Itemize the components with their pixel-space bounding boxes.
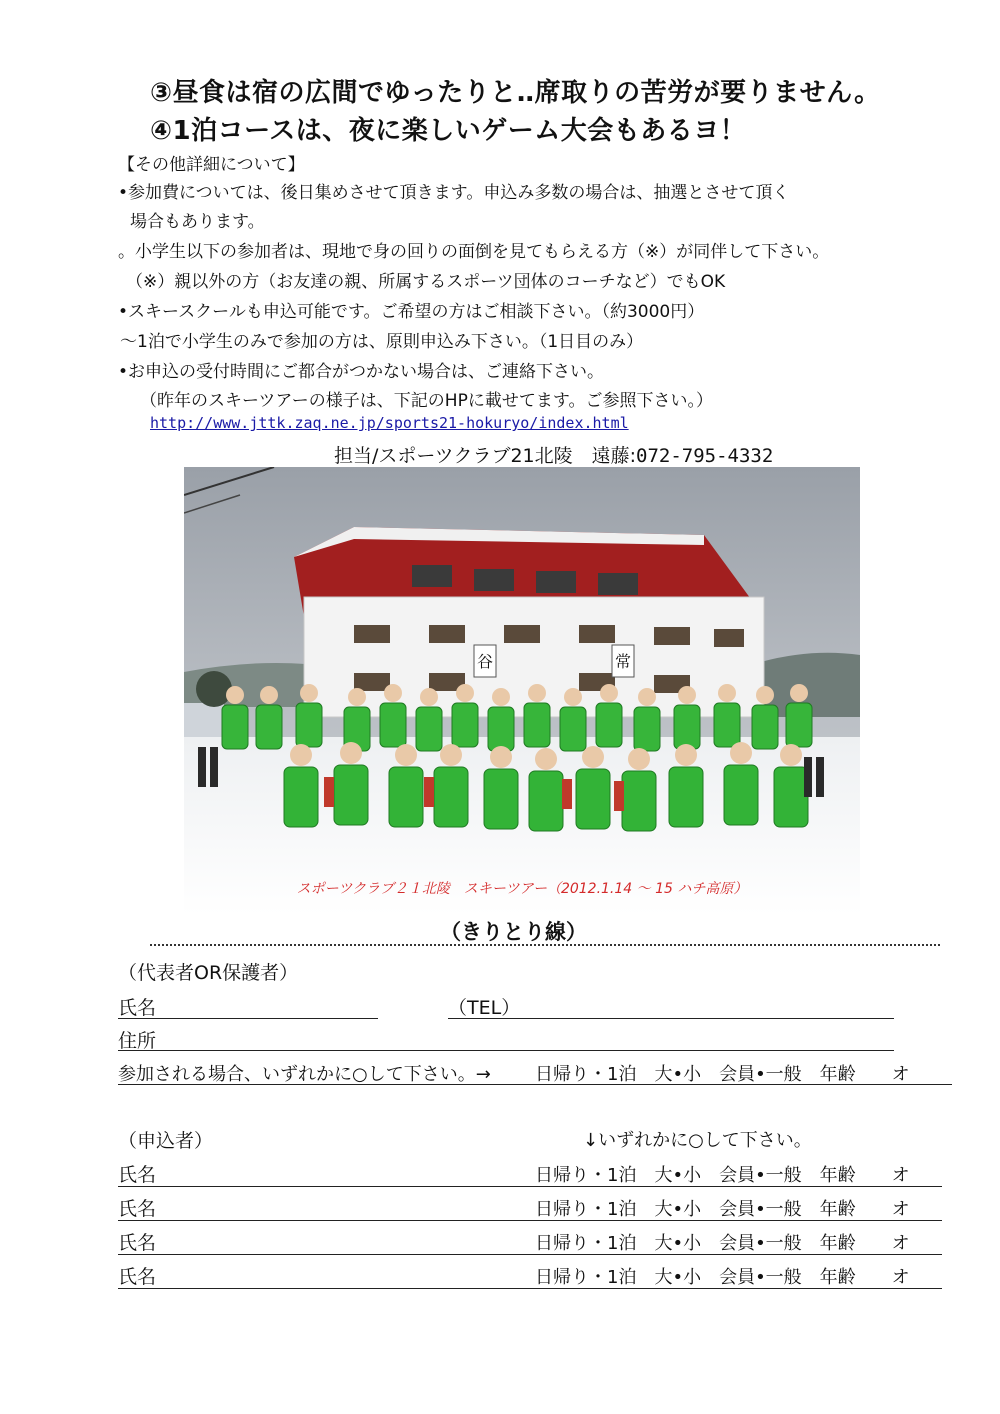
rep-choice-underline bbox=[118, 1084, 952, 1085]
rep-tel-field[interactable] bbox=[448, 1018, 894, 1019]
details-ski-school-sub: ～1泊で小学生のみで参加の方は、原則申込み下さい。（1日目のみ） bbox=[120, 332, 644, 352]
applicant-heading: （申込者） bbox=[118, 1130, 214, 1152]
representative-heading: （代表者OR保護者） bbox=[118, 962, 299, 984]
sign-left-text: 谷 bbox=[476, 652, 494, 671]
details-ski-school: •スキースクールも申込可能です。ご希望の方はご相談下さい。（約3000円） bbox=[118, 302, 705, 322]
rep-address-label: 住所 bbox=[118, 1030, 157, 1052]
rep-name-field[interactable] bbox=[118, 1018, 378, 1019]
details-guardian-note: 。小学生以下の参加者は、現地で身の回りの面倒を見てもらえる方（※）が同伴して下さい。 bbox=[118, 242, 830, 262]
homepage-link[interactable]: http://www.jttk.zaq.ne.jp/sports21-hokuryo/index.html bbox=[150, 414, 629, 432]
contact-label: 担当/スポーツクラブ21北陵 遠藤: bbox=[334, 445, 637, 467]
rep-choice-options[interactable]: 日帰り・1泊 大•小 会員•一般 年齢 オ bbox=[535, 1064, 910, 1085]
sign-right-text: 常 bbox=[614, 652, 632, 671]
applicant-4-line[interactable] bbox=[118, 1288, 942, 1289]
applicant-2-choice[interactable]: 日帰り・1泊 大•小 会員•一般 年齢 オ bbox=[535, 1199, 910, 1220]
applicant-2-name-label: 氏名 bbox=[118, 1198, 157, 1220]
cutline-dashed-line bbox=[150, 944, 940, 946]
contact-phone: 072-795-4332 bbox=[636, 445, 774, 467]
cutline-title: （きりとり線） bbox=[440, 920, 587, 944]
applicant-2-line[interactable] bbox=[118, 1220, 942, 1221]
applicant-note: ↓いずれかに○して下さい。 bbox=[583, 1130, 812, 1151]
rep-tel-label: （TEL） bbox=[448, 997, 521, 1019]
headline-point-4: ④1泊コースは、夜に楽しいゲーム大会もあるヨ！ bbox=[150, 116, 747, 146]
group-photo bbox=[184, 467, 860, 915]
contact-line bbox=[334, 441, 773, 468]
applicant-1-line[interactable] bbox=[118, 1186, 942, 1187]
applicant-3-choice[interactable]: 日帰り・1泊 大•小 会員•一般 年齢 オ bbox=[535, 1233, 910, 1254]
applicant-4-name-label: 氏名 bbox=[118, 1266, 157, 1288]
rep-choice-prompt: 参加される場合、いずれかに○して下さい。→ bbox=[118, 1064, 491, 1085]
applicant-1-choice[interactable]: 日帰り・1泊 大•小 会員•一般 年齢 オ bbox=[535, 1165, 910, 1186]
details-fee-note: •参加費については、後日集めさせて頂きます。申込み多数の場合は、抽選とさせて頂く bbox=[118, 183, 790, 203]
details-fee-note-cont: 場合もあります。 bbox=[130, 212, 265, 232]
details-heading: 【その他詳細について】 bbox=[118, 155, 305, 175]
details-guardian-sub: （※）親以外の方（お友達の親、所属するスポーツ団体のコーチなど）でもOK bbox=[126, 272, 726, 292]
applicant-4-choice[interactable]: 日帰り・1泊 大•小 会員•一般 年齢 オ bbox=[535, 1267, 910, 1288]
headline-point-3: ③昼食は宿の広間でゆったりと‥席取りの苦労が要りません。 bbox=[150, 78, 881, 108]
applicant-3-line[interactable] bbox=[118, 1254, 942, 1255]
details-contact-note: •お申込の受付時間にご都合がつかない場合は、ご連絡下さい。 bbox=[118, 362, 605, 382]
applicant-1-name-label: 氏名 bbox=[118, 1164, 157, 1186]
photo-caption: スポーツクラブ２１北陵 スキーツアー（2012.1.14 ～ 15 ハチ高原） bbox=[296, 881, 748, 897]
applicant-3-name-label: 氏名 bbox=[118, 1232, 157, 1254]
rep-name-label: 氏名 bbox=[118, 997, 157, 1019]
details-hp-note: （昨年のスキーツアーの様子は、下記のHPに載せてます。ご参照下さい。） bbox=[140, 391, 713, 411]
rep-address-field[interactable] bbox=[118, 1050, 894, 1051]
